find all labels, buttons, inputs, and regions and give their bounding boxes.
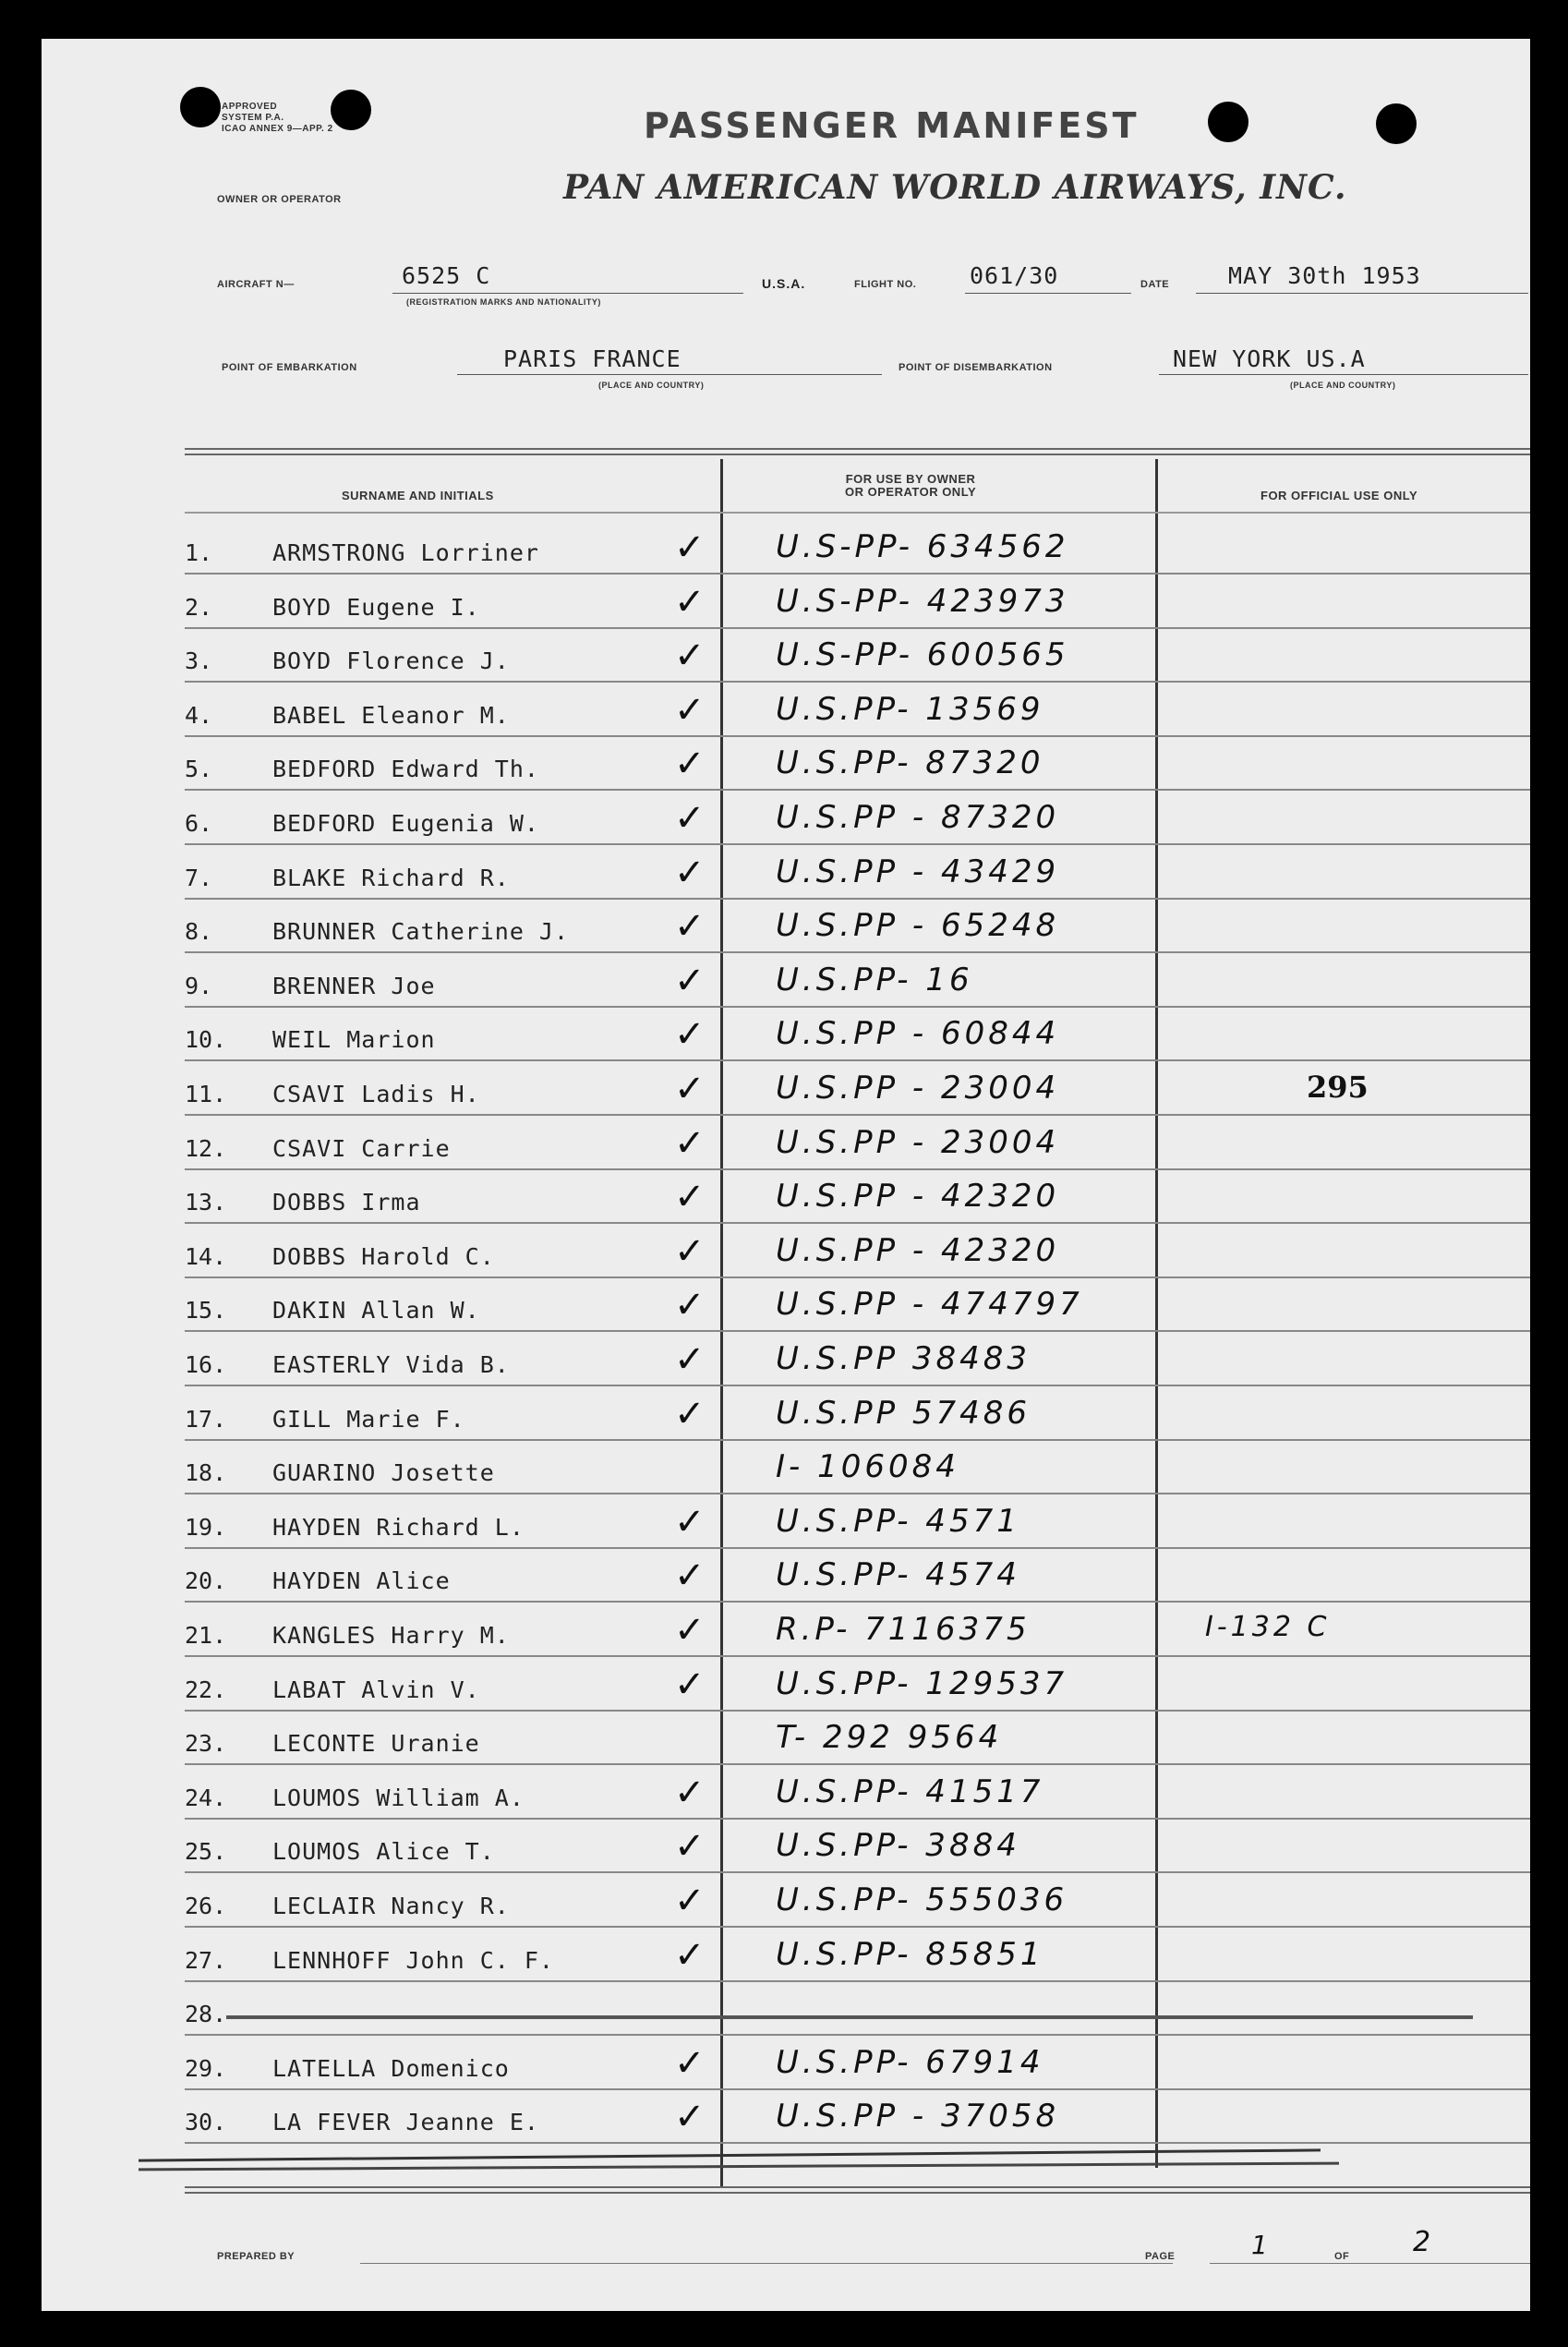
row-number: 9.: [185, 973, 213, 999]
passenger-name: WEIL Marion: [272, 1026, 436, 1053]
column-divider: [1155, 459, 1158, 2168]
punch-hole: [331, 90, 371, 130]
row-rule: [185, 1547, 1530, 1549]
row-rule: [185, 2142, 1530, 2144]
passport-number: I- 106084: [776, 1448, 959, 1485]
passport-number: U.S.PP - 60844: [776, 1015, 1060, 1052]
check-mark-icon: ✓: [674, 1663, 706, 1706]
aircraft-label: AIRCRAFT N—: [217, 279, 295, 290]
row-rule: [185, 1222, 1530, 1224]
passport-number: U.S.PP - 43429: [776, 853, 1060, 890]
check-mark-icon: ✓: [674, 635, 706, 677]
passport-number: U.S.PP - 23004: [776, 1124, 1060, 1161]
check-mark-icon: ✓: [674, 1501, 706, 1543]
check-mark-icon: ✓: [674, 689, 706, 732]
passport-number: U.S.PP 38483: [776, 1340, 1031, 1377]
check-mark-icon: ✓: [674, 1880, 706, 1922]
passport-number: U.S.PP- 41517: [776, 1773, 1044, 1810]
row-rule: [185, 1059, 1530, 1061]
date-value: MAY 30th 1953: [1228, 262, 1421, 289]
passenger-name: EASTERLY Vida B.: [272, 1351, 510, 1378]
row-rule: [185, 1006, 1530, 1008]
passenger-name: LECONTE Uranie: [272, 1730, 480, 1757]
passport-number: U.S.PP- 16: [776, 962, 973, 998]
passport-number: U.S.PP - 65248: [776, 907, 1060, 944]
passport-number: U.S.PP- 85851: [776, 1936, 1044, 1973]
passenger-name: BLAKE Richard R.: [272, 865, 510, 891]
row-number: 5.: [185, 756, 213, 782]
passport-number: U.S.PP - 37058: [776, 2098, 1060, 2135]
punch-hole: [180, 87, 221, 127]
check-mark-icon: ✓: [674, 1284, 706, 1326]
row-rule: [185, 1818, 1530, 1820]
row-number: 19.: [185, 1514, 227, 1541]
row-rule: [185, 1114, 1530, 1116]
check-mark-icon: ✓: [674, 905, 706, 948]
approval-line: SYSTEM P.A.: [222, 113, 284, 123]
check-mark-icon: ✓: [674, 1338, 706, 1381]
check-mark-icon: ✓: [674, 2042, 706, 2085]
owner-use-header-line: FOR USE BY OWNER: [845, 472, 976, 486]
check-mark-icon: ✓: [674, 797, 706, 840]
passenger-name: ARMSTRONG Lorriner: [272, 539, 539, 566]
passenger-name: KANGLES Harry M.: [272, 1622, 510, 1649]
of-label: OF: [1334, 2251, 1350, 2262]
row-rule: [185, 1330, 1530, 1332]
row-number: 18.: [185, 1459, 227, 1486]
row-number: 7.: [185, 865, 213, 891]
passenger-name: CSAVI Carrie: [272, 1135, 451, 1162]
row-number: 17.: [185, 1406, 227, 1433]
embarkation-value: PARIS FRANCE: [503, 345, 681, 372]
row-rule: [185, 1276, 1530, 1278]
row-rule: [185, 2034, 1530, 2036]
passenger-name: BEDFORD Eugenia W.: [272, 810, 539, 837]
passport-number: U.S-PP- 600565: [776, 636, 1069, 673]
passenger-name: BABEL Eleanor M.: [272, 702, 510, 729]
passport-number: U.S.PP- 555036: [776, 1881, 1068, 1918]
prepared-by-label: PREPARED BY: [217, 2251, 296, 2262]
strike-line: [226, 2015, 1473, 2019]
passport-number: U.S.PP- 13569: [776, 691, 1044, 728]
check-mark-icon: ✓: [674, 581, 706, 623]
check-mark-icon: ✓: [674, 743, 706, 785]
row-number: 11.: [185, 1081, 227, 1107]
row-rule: [185, 1493, 1530, 1494]
passenger-name: LOUMOS William A.: [272, 1784, 525, 1811]
passport-number: U.S.PP - 87320: [776, 799, 1060, 836]
passport-number: U.S.PP - 474797: [776, 1286, 1083, 1323]
check-mark-icon: ✓: [674, 1122, 706, 1165]
row-number: 23.: [185, 1730, 227, 1757]
passenger-name: GILL Marie F.: [272, 1406, 465, 1433]
flight-value: 061/30: [970, 262, 1059, 289]
passport-number: U.S.PP- 129537: [776, 1665, 1068, 1702]
passport-number: U.S.PP 57486: [776, 1395, 1031, 1432]
row-rule: [185, 1763, 1530, 1765]
row-rule: [185, 2088, 1530, 2090]
row-rule: [185, 898, 1530, 900]
usa-label: U.S.A.: [762, 276, 806, 291]
approval-line: ICAO ANNEX 9—APP. 2: [222, 124, 333, 134]
passenger-name: LABAT Alvin V.: [272, 1676, 480, 1703]
row-rule: [185, 1601, 1530, 1603]
passenger-name: HAYDEN Alice: [272, 1567, 451, 1594]
row-rule: [185, 681, 1530, 683]
approval-line: APPROVED: [222, 102, 278, 112]
official-use-entry: 295: [1307, 1070, 1369, 1105]
row-rule: [185, 735, 1530, 737]
row-rule: [185, 1871, 1530, 1873]
passenger-name: HAYDEN Richard L.: [272, 1514, 525, 1541]
row-rule: [185, 1980, 1530, 1982]
approval-stamp: [222, 102, 333, 135]
place-country-note: (PLACE AND COUNTRY): [1290, 381, 1396, 390]
row-number: 3.: [185, 647, 213, 674]
flight-label: FLIGHT NO.: [854, 279, 917, 290]
owner-use-header: [845, 473, 976, 499]
disembarkation-label: POINT OF DISEMBARKATION: [899, 362, 1053, 373]
row-number: 27.: [185, 1947, 227, 1974]
row-rule: [185, 573, 1530, 575]
passport-number: U.S-PP- 423973: [776, 583, 1069, 620]
punch-hole: [1376, 103, 1417, 144]
manifest-sheet: [42, 39, 1530, 2311]
row-rule: [185, 951, 1530, 953]
passport-number: U.S.PP- 4574: [776, 1556, 1020, 1593]
check-mark-icon: ✓: [674, 1393, 706, 1435]
check-mark-icon: ✓: [674, 2096, 706, 2138]
passport-number: U.S.PP - 42320: [776, 1232, 1060, 1269]
check-mark-icon: ✓: [674, 1772, 706, 1814]
row-number: 6.: [185, 810, 213, 837]
passenger-name: LOUMOS Alice T.: [272, 1838, 495, 1865]
passport-number: U.S.PP- 4571: [776, 1503, 1020, 1540]
check-mark-icon: ✓: [674, 1176, 706, 1218]
passenger-name: DOBBS Irma: [272, 1189, 421, 1216]
row-number: 2.: [185, 594, 213, 621]
owner-label: OWNER OR OPERATOR: [217, 194, 342, 205]
airline-name: PAN AMERICAN WORLD AIRWAYS, INC.: [563, 168, 1347, 207]
passenger-name: LENNHOFF John C. F.: [272, 1947, 554, 1974]
passenger-name: BOYD Eugene I.: [272, 594, 480, 621]
passenger-name: BRENNER Joe: [272, 973, 436, 999]
row-number: 13.: [185, 1189, 227, 1216]
row-number: 21.: [185, 1622, 227, 1649]
passenger-name: BOYD Florence J.: [272, 647, 510, 674]
passport-number: U.S.PP- 87320: [776, 744, 1044, 781]
check-mark-icon: ✓: [674, 960, 706, 1002]
row-number: 10.: [185, 1026, 227, 1053]
row-number: 29.: [185, 2055, 227, 2082]
check-mark-icon: ✓: [674, 1013, 706, 1056]
page-number: 1: [1251, 2230, 1272, 2260]
check-mark-icon: ✓: [674, 526, 706, 569]
passenger-name: CSAVI Ladis H.: [272, 1081, 480, 1107]
row-number: 30.: [185, 2109, 227, 2135]
row-number: 12.: [185, 1135, 227, 1162]
row-rule: [185, 1710, 1530, 1712]
row-number: 1.: [185, 539, 213, 566]
row-number: 26.: [185, 1893, 227, 1919]
row-rule: [185, 627, 1530, 629]
row-number: 28.: [185, 2001, 227, 2027]
aircraft-value: 6525 C: [402, 262, 491, 289]
official-use-header: FOR OFFICIAL USE ONLY: [1260, 489, 1418, 502]
check-mark-icon: ✓: [674, 1230, 706, 1273]
check-mark-icon: ✓: [674, 1555, 706, 1597]
punch-hole: [1208, 102, 1248, 142]
row-rule: [185, 1385, 1530, 1386]
row-number: 4.: [185, 702, 213, 729]
embarkation-label: POINT OF EMBARKATION: [222, 362, 357, 373]
passport-number: U.S.PP- 3884: [776, 1827, 1020, 1864]
check-mark-icon: ✓: [674, 1068, 706, 1110]
place-country-note: (PLACE AND COUNTRY): [598, 381, 705, 390]
passenger-name: LATELLA Domenico: [272, 2055, 510, 2082]
page-label: PAGE: [1145, 2251, 1176, 2262]
passport-number: U.S.PP - 42320: [776, 1178, 1060, 1215]
surname-header: SURNAME AND INITIALS: [342, 489, 494, 502]
row-rule: [185, 789, 1530, 791]
row-rule: [185, 1655, 1530, 1657]
row-number: 22.: [185, 1676, 227, 1703]
owner-use-header-line: OR OPERATOR ONLY: [845, 485, 977, 499]
passport-number: U.S.PP- 67914: [776, 2044, 1044, 2081]
row-rule: [185, 1168, 1530, 1170]
passenger-name: DAKIN Allan W.: [272, 1297, 480, 1324]
passenger-name: BRUNNER Catherine J.: [272, 918, 570, 945]
check-mark-icon: ✓: [674, 1609, 706, 1651]
passenger-name: GUARINO Josette: [272, 1459, 495, 1486]
passenger-name: BEDFORD Edward Th.: [272, 756, 539, 782]
check-mark-icon: ✓: [674, 1825, 706, 1868]
passenger-name: LECLAIR Nancy R.: [272, 1893, 510, 1919]
date-label: DATE: [1140, 279, 1170, 290]
row-number: 8.: [185, 918, 213, 945]
passport-number: U.S.PP - 23004: [776, 1070, 1060, 1107]
row-number: 25.: [185, 1838, 227, 1865]
row-number: 20.: [185, 1567, 227, 1594]
passport-number: R.P- 7116375: [776, 1611, 1031, 1648]
passport-number: U.S-PP- 634562: [776, 528, 1069, 565]
check-mark-icon: ✓: [674, 1934, 706, 1977]
passport-number: T- 292 9564: [776, 1719, 1003, 1756]
row-rule: [185, 843, 1530, 845]
form-title: PASSENGER MANIFEST: [644, 105, 1140, 146]
row-number: 24.: [185, 1784, 227, 1811]
passenger-name: LA FEVER Jeanne E.: [272, 2109, 539, 2135]
row-number: 16.: [185, 1351, 227, 1378]
row-number: 15.: [185, 1297, 227, 1324]
disembarkation-value: NEW YORK US.A: [1173, 345, 1366, 372]
row-rule: [185, 1926, 1530, 1928]
passenger-name: DOBBS Harold C.: [272, 1243, 495, 1270]
official-use-entry: I-132 C: [1205, 1611, 1331, 1643]
row-rule: [185, 1439, 1530, 1441]
total-pages: 2: [1413, 2226, 1435, 2258]
registration-note: (REGISTRATION MARKS AND NATIONALITY): [406, 297, 601, 307]
check-mark-icon: ✓: [674, 852, 706, 894]
row-number: 14.: [185, 1243, 227, 1270]
